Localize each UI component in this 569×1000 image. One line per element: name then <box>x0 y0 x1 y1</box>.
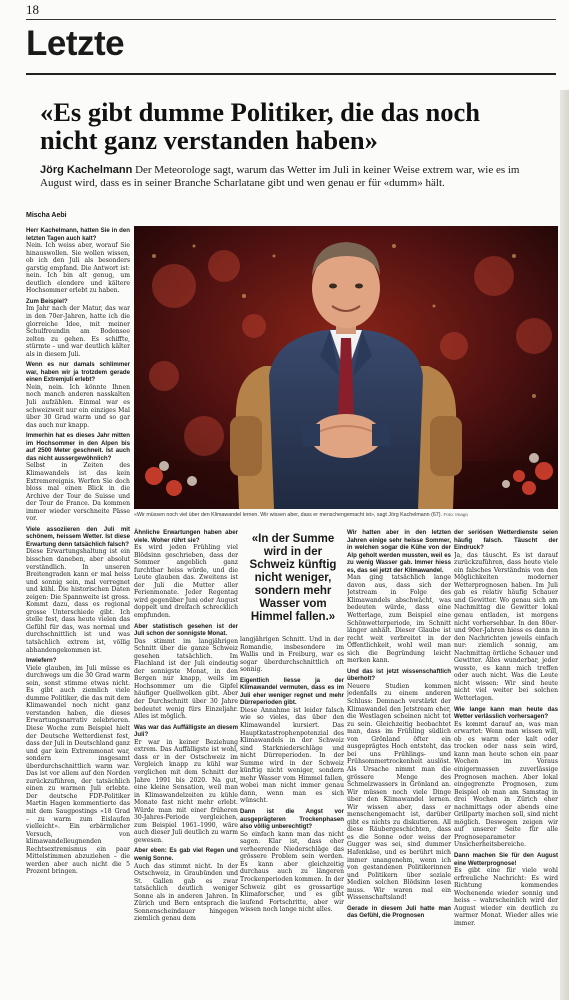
deck <box>40 164 545 190</box>
interview-answer: Man ging tatsächlich lange davon aus, dass sich der Jetstream in Folge des Klimawandels abschwächt, was bedeuten würde, dass eine Wetterlage, zum Beispiel eine Schönwetterperiode, im Schnitt länger anhält. Dieser Glaube ist recht weit verbreitet in der Öffentlichkeit, wohl weil man sich die Begründung leicht merken kann. <box>347 574 451 665</box>
interview-question: der seriösen Wetterdienste seien häufig falsch. Täuscht der Eindruck? <box>454 529 558 552</box>
interview-answer: Im Jahr nach der Matur, das war in den 70er-Jahren, hatte ich die glorreiche Idee, mit meiner Schulfreundin am Bodensee zelten zu gehen. Es schiffte, stürmte – und war deutlich kälter als in diesem Juli. <box>26 305 130 358</box>
interview-answer: Ja, das täuscht. Es ist darauf zurückzuführen, dass heute viele ein falsches Verständnis von den Möglichkeiten moderner Wetterprognosen haben. Im Juli gab es relativ häufig Schauer und Gewitter. Wo genau sich am Nachmittag die Gewitter lokal genau entladen, ist morgens nicht vorhersehbar. In den 80er- und 90er-Jahren hiess es dann in den Nachrichten jeweils einfach nur: ziemlich sonnig, am Nachmittag örtliche Schauer und Gewitter. Alles wunderbar, jeder wusste, es kann mich treffen oder auch nicht. Was die Leute nicht wissen: Wir sind heute nicht viel weiter bei solchen Wetterlagen. <box>454 551 558 703</box>
section-rule <box>26 73 556 75</box>
interview-answer: Viele glauben, im Juli müsse es durchwegs um die 30 Grad warm sein, sonst stimme etwas nicht. Es gibt auch ziemlich viele dumme Politiker, die das mit dem Klimawandel noch nicht ganz verstanden haben, die dieses Erwartungsnarrativ zelebrieren. Diese Woche zum Beispiel hielt der Deutsche Wetterdienst fest, dass der Juli in Deutschland ganz und gar kein Extremmonat war, sondern insgesamt überdurchschnittlich warm war. Das ist vor allem auf den Norden zurückzuführen, der tatsächlich einen zu warmen Juli erlebte. Der deutsche FDP-Politiker Martin Hagen kommentierte das mit dem Saugpostings «18 Grad – zu warm zum Eislaufen vielleicht». Ein erbärmlicher Versuch, von klimawandelleugnenden Rechtsextremismus ein paar Mittelstimmen abzuziehen – die werden aber auch nicht die 5 Prozent bringen. <box>26 664 130 876</box>
photo-caption <box>134 512 558 518</box>
headline: «Es gibt dumme Politiker, die das noch nicht ganz verstanden haben» <box>40 97 481 155</box>
deck-name: Jörg Kachelmann <box>40 164 133 176</box>
top-rule <box>26 19 556 20</box>
interview-answer: Es kommt darauf an, was man erwartet: Wenn man wissen will, ob es warm oder kalt oder trocken oder nass sein wird, kann man heute schon ein paar Wochen im Voraus einigermassen zuverlässige Prognosen machen. Aber lokal eingegrenzte Prognosen, zum Beispiel ob man am Samstag in drei Wochen in Zürich eher nachmittags oder abends eine Grillparty machen soll, sind nicht möglich. Deswegen zeigen wir auf unserer Seite für alle Prognoseparameter Unsicherheitsbereiche. <box>454 720 558 849</box>
article-column-5 <box>454 526 558 986</box>
interview-question: Inwiefern? <box>26 657 57 665</box>
interview-answer: Selbst in Zeiten des Klimawandels ist das kein Extremereignis. Werfen Sie doch bloss mal einen Blick in die Archive der Tour de Suisse und der Tour de France. Da kommen immer wieder verschneite Pässe vor. <box>26 462 130 523</box>
interview-answer: langjährigen Schnitt. Und in der Romandie, insbesondere im Wallis und in Freiburg, war es sogar überdurchschnittlich oft sonnig. <box>240 636 344 674</box>
interview-answer: Nein. Ich weiss aber, worauf Sie hinauswollen. Sie wollen wissen, ob ich den Juli als besonders garstig empfand. Die Antwort ist: nein. Ich bin alt genug, um deutlich elendere und kältere Hochsommer erlebt zu haben. <box>26 242 130 295</box>
interview-answer: Auch das stimmt nicht. In der Ostschweiz, in Graubünden und St. Gallen gab es zwar tatsächlich deutlich weniger Sonne als in anderen Jahren. In Zürich und Bern entsprach die Sonnenscheindauer hingegen ziemlich genau dem <box>134 862 238 923</box>
interview-question: Was war das Auffälligste an diesem Juli? <box>134 723 238 739</box>
interview-question: Zum Beispiel? <box>26 297 68 305</box>
caption-text: «Wir müssen noch viel über den Klimawandel lernen. Wir wissen aber, dass er menschengemacht ist», sagt Jörg Kachelmann (67). <box>134 512 442 518</box>
interview-question: Ähnliche Erwartungen haben aber viele. Woher rührt sie? <box>134 529 238 544</box>
interview-question: Viele assoziieren den Juli mit schönem, heissem Wetter. Ist diese Erwartung denn tatsächlich falsch? <box>26 525 130 548</box>
interview-answer: Es gibt eine für viele wohl erfreuliche Nachricht: Es wird Richtung kommendes Wochenende wieder sonnig und heiss – wahrscheinlich wird der August wieder ein deutlich zu warmer Monat. Wieder alles wie immer. <box>454 867 558 927</box>
interview-answer: Diese Erwartungshaltung ist ein bisschen daneben, aber absolut verständlich. In unseren Breitengraden kann er mal heiss und sonnig sein, mal verregnet und kühl. Die historischen Daten zeigen: Die Spannweite ist gross. Kommt dazu, dass es regional grosse Unterschiede gibt. Ich stelle fest, dass heute vielen das Gefühl für das, was normal und durchschnittlich ist und was tatsächlich extrem ist, völlig abhandengekommen ist. <box>26 548 130 654</box>
portrait-illustration <box>134 226 558 509</box>
interview-answer: Es wird jeden Frühling viel Blödsinn geschrieben, dass der Sommer angeblich ganz furchtbar heiss würde, und die Leute glauben das. Zweitens ist der Juli die Mutter aller Ferienmonate. Jeder Regentag wird gegenüber Juni oder August doppelt und dreifach schrecklich empfunden. <box>134 544 238 620</box>
interview-answer: Das stimmt im langjährigen Schnitt über die ganze Schweiz gesehen tatsächlich. Im Flachland ist der Juli eindeutig der sonnigste Monat, in den Bergen nur knapp, weils im Hochsommer um die Gipfel häufiger Quellwolken gibt. Aber der Durchschnitt über 30 Jahre bedeutet wenig fürs Einzeljahr. Alles ist möglich. <box>134 637 238 721</box>
interview-question: Gerade in diesem Juli hatte man das Gefühl, die Prognosen <box>347 904 451 920</box>
interview-question: Wenn es nur damals schlimmer war, haben wir ja trotzdem gerade einen Extremjuli erlebt? <box>26 361 130 384</box>
interview-answer: Neuere Studien kommen jedenfalls zu einem anderen Schluss: Demnach verstärkt der Klimawandel den Jetstream eher, die Westlagen scheinen nicht tot zu sein. Gleichzeitig beobachtet man, dass im Frühling südlich von Grönland öfter ein ausgeprägtes Hoch entsteht, das bei uns Frühlings- und Frühsommertrockenheit auslöst. Als Ursache nimmt man die grössere Menge des Schmelzwassers in Grönland an. Wir müssen noch viele Dinge über den Klimawandel lernen. Wir wissen aber, dass er menschengemacht ist, darüber gibt es nichts zu diskutieren. All diese Räubergeschichten, dass es die Sonne oder weiss der Gugger was sei, sind dummer Hafenkäse, und es berührt mich immer unangenehm, wenn ich von gestandenen Politikerinnen und Politikern über soziale Medien solchen Blödsinn lesen muss. Wir waren mal ein Wissenschaftsland! <box>347 682 451 902</box>
interview-question: Dann ist die Angst vor ausgeprägteren Trockenphasen also völlig unberechtigt? <box>240 808 344 831</box>
interview-question: Wir hatten aber in den letzten Jahren einige sehr heisse Sommer, in welchen sogar die Kühe von der Alp geholt werden mussten, weil es zu wenig Wasser gab. Immer hiess es, das sei jetzt der Klimawandel. <box>347 529 451 574</box>
article-column-4 <box>347 526 451 986</box>
interview-answer: Er war in keiner Beziehung extrem. Das Auffälligste ist wohl, dass er in der Ostschweiz im Vergleich knapp zu kühl war verglichen mit dem Schnitt der Jahre 1991 bis 2020. Na gut, eine kleine Sensation, weil man in Klimawandelzeiten zu kühle Monate fast nicht mehr erlebt. Würde man mit einer früheren 30-Jahres-Periode vergleichen, zum Beispiel 1961–1990, wäre auch dieser Juli deutlich zu warm gewesen. <box>134 738 238 844</box>
interview-answer: Diese Annahme ist leider falsch wie so vieles, das über den Klimawandel kursiert. Das Hauptkatastrophenpotenzial des Klimawandels in der Schweiz sind Starkniederschläge und nicht Dürreperioden. In der Summe wird in der Schweiz künftig nicht weniger, sondern mehr Wasser vom Himmel fallen, wobei man nicht immer genau dann, wenn man es sich wünscht. <box>240 706 344 805</box>
interview-question: Immerhin hat es dieses Jahr mitten im Hochsommer in den Alpen bis auf 2500 Meter geschneit. Ist auch das nicht aussergewöhnlich? <box>26 432 130 462</box>
interview-question: Und das ist jetzt wissenschaftlich überholt? <box>347 667 451 683</box>
interview-question: Herr Kachelmann, hatten Sie in den letzten Tagen auch kalt? <box>26 227 130 242</box>
interview-answer: Nein, nein. Ich könnte Ihnen noch manch anderen nasskalten Juli aufzählen. Einmal war es schweizweit nur ein einziges Mal über 30 Grad warm und so gar das auch nur knapp. <box>26 383 130 429</box>
portrait-photo <box>134 226 558 509</box>
page-number: 18 <box>26 2 39 17</box>
article-column-1 <box>26 224 130 984</box>
adjacent-page-edge <box>560 90 569 1000</box>
interview-question: Aber eben: Es gab viel Regen und wenig Sonne. <box>134 847 238 862</box>
pull-quote: «In der Summe wird in der Schweiz künftig nicht weniger, sondern mehr Wasser vom Himmel fallen.» <box>249 533 337 623</box>
section-title: Letzte <box>26 24 125 63</box>
interview-question: Aber statistisch gesehen ist der Juli schon der sonnigste Monat. <box>134 622 238 638</box>
byline: Mischa Aebi <box>26 212 67 219</box>
interview-question: Eigentlich liesse ja der Klimawandel vermuten, dass es im Juli eher weniger regnet und mehr Dürreperioden gibt. <box>240 676 344 707</box>
article-column-2 <box>134 526 238 986</box>
interview-answer: So einfach kann man das nicht sagen. Klar ist, dass eher verheerende Niederschläge das grössere Problem sein werden. Es kann aber gleichzeitig durchaus auch zu längeren Trockenperioden kommen. In der Schweiz gibt es grossartige Klimaforscher, und es gibt laufend Fortschritte, aber wir wissen noch lange nicht alles. <box>240 830 344 914</box>
photo-credit: Foto: Imago <box>443 512 468 517</box>
article-column-3 <box>240 636 344 986</box>
deck-text: Der Meteorologe sagt, warum das Wetter im Juli in keiner Weise extrem war, wie es im August wird, dass es in seiner Branche Scharlatane gibt und wen genau er für «dumm» hält. <box>40 164 520 189</box>
interview-question: Dann machen Sie für den August eine Wetterprognose! <box>454 851 558 867</box>
interview-question: Wie lange kann man heute das Wetter verlässlich vorhersagen? <box>454 705 558 721</box>
